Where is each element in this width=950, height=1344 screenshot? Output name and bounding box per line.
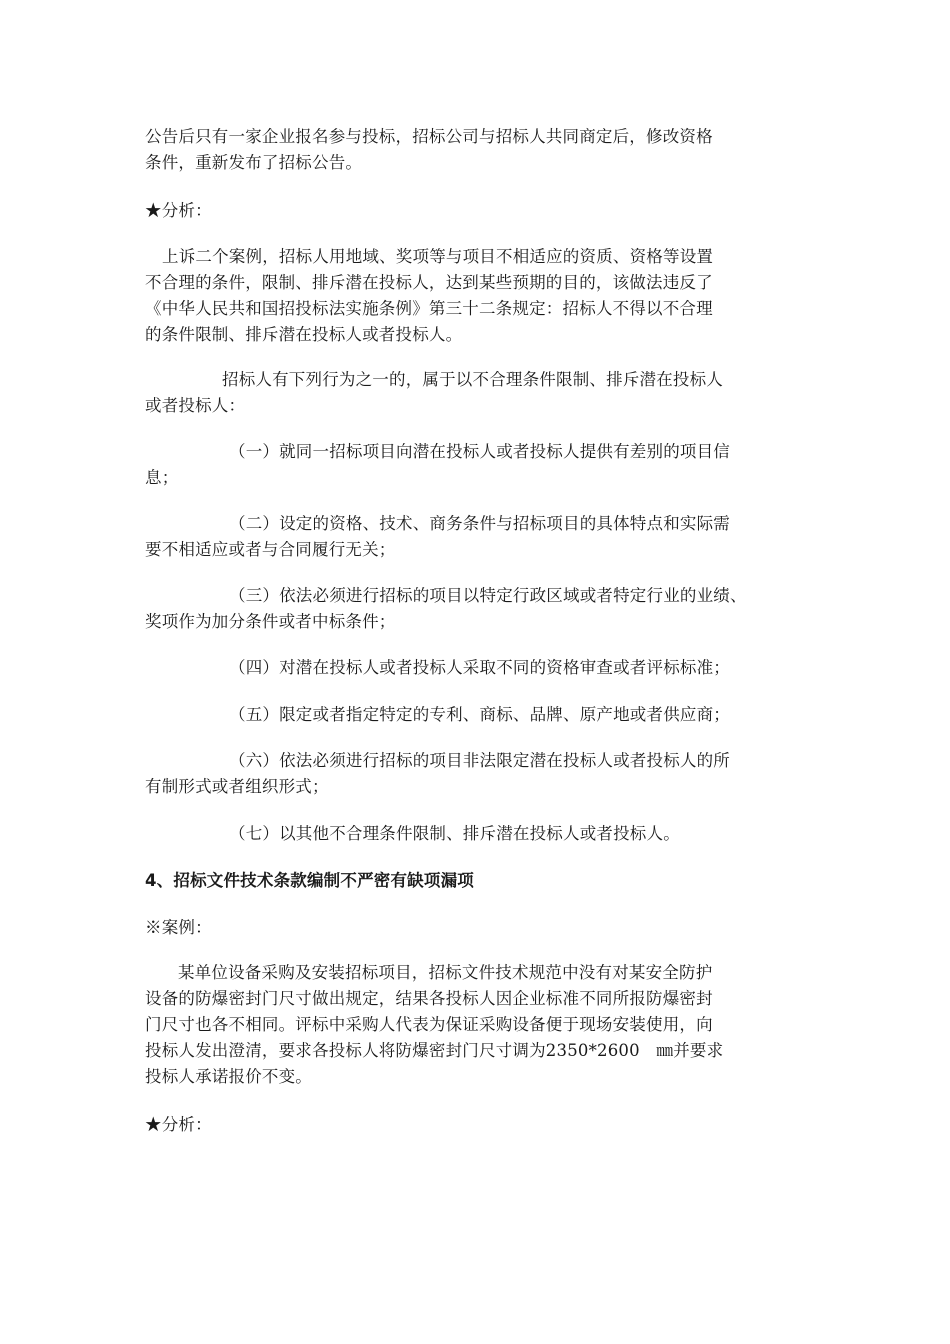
list-item: （三）依法必须进行招标的项目以特定行政区域或者特定行业的业绩、 (229, 586, 747, 605)
list-item-continuation: 有制形式或者组织形式； (145, 777, 329, 796)
paragraph-line: 某单位设备采购及安装招标项目，招标文件技术规范中没有对某安全防护 (178, 963, 713, 982)
list-item: （二）设定的资格、技术、商务条件与招标项目的具体特点和实际需 (229, 514, 730, 533)
paragraph-line: 投标人发出澄清，要求各投标人将防爆密封门尺寸调为2350*2600 ㎜并要求 (145, 1041, 724, 1060)
paragraph-line: 上诉二个案例，招标人用地域、奖项等与项目不相适应的资质、资格等设置 (162, 247, 714, 266)
analysis-label: ★分析： (145, 1115, 212, 1134)
list-item: （五）限定或者指定特定的专利、商标、品牌、原产地或者供应商； (229, 705, 730, 724)
paragraph-line: 不合理的条件，限制、排斥潜在投标人，达到某些预期的目的，该做法违反了 (145, 273, 713, 292)
analysis-label: ★分析： (145, 201, 212, 220)
paragraph-line: 或者投标人： (145, 396, 246, 415)
list-item: （一）就同一招标项目向潜在投标人或者投标人提供有差别的项目信 (229, 442, 730, 461)
paragraph-line: 门尺寸也各不相同。评标中采购人代表为保证采购设备便于现场安装使用，向 (145, 1015, 713, 1034)
section-heading: 4、招标文件技术条款编制不严密有缺项漏项 (145, 871, 474, 890)
paragraph-line: 投标人承诺报价不变。 (145, 1067, 312, 1086)
case-label: ※案例： (145, 918, 212, 937)
paragraph-line: 《中华人民共和国招投标法实施条例》第三十二条规定：招标人不得以不合理 (145, 299, 713, 318)
list-item: （六）依法必须进行招标的项目非法限定潜在投标人或者投标人的所 (229, 751, 730, 770)
list-item-continuation: 要不相适应或者与合同履行无关； (145, 540, 396, 559)
list-item: （四）对潜在投标人或者投标人采取不同的资格审查或者评标标准； (229, 658, 730, 677)
list-item: （七）以其他不合理条件限制、排斥潜在投标人或者投标人。 (229, 824, 680, 843)
list-item-continuation: 息； (145, 468, 179, 487)
list-item-continuation: 奖项作为加分条件或者中标条件； (145, 612, 396, 631)
paragraph-line: 招标人有下列行为之一的，属于以不合理条件限制、排斥潜在投标人 (222, 370, 723, 389)
paragraph-line: 公告后只有一家企业报名参与投标，招标公司与招标人共同商定后，修改资格 (145, 127, 713, 146)
paragraph-line: 的条件限制、排斥潜在投标人或者投标人。 (145, 325, 463, 344)
paragraph-line: 设备的防爆密封门尺寸做出规定，结果各投标人因企业标准不同所报防爆密封 (145, 989, 713, 1008)
paragraph-line: 条件，重新发布了招标公告。 (145, 153, 363, 172)
